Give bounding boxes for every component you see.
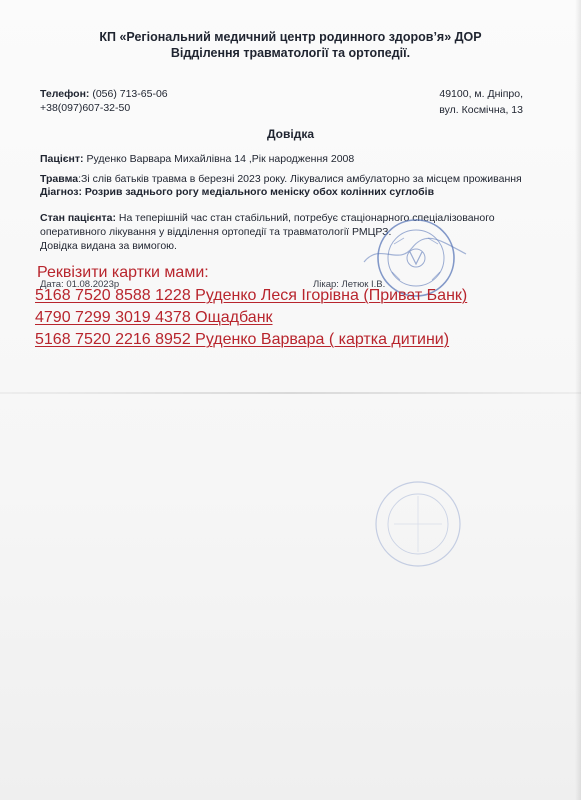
phone-label: Телефон: bbox=[40, 88, 90, 100]
condition-text-1: На теперішній час стан стабільний, потребує стаціонарного спеціалізованого bbox=[118, 212, 495, 224]
paper-edge-shadow bbox=[575, 0, 581, 800]
card-details-title: Реквізити картки мами: bbox=[37, 264, 209, 281]
condition-label: Стан пацієнта: bbox=[40, 212, 116, 224]
paper-fold bbox=[0, 392, 581, 394]
patient-line bbox=[40, 153, 354, 165]
issue-date: Дата: 01.08.2023р bbox=[40, 279, 120, 290]
trauma-label: Травма bbox=[40, 173, 79, 185]
condition-text-2: оперативного лікування у відділення ортопедії та травматології РМЦРЗ. bbox=[40, 226, 392, 238]
doctor-name: Лікар: Летюк І.В. bbox=[313, 279, 386, 290]
diagnosis-label: Діагноз: bbox=[40, 186, 82, 198]
certificate-note: Довідка видана за вимогою. bbox=[40, 240, 177, 252]
diagnosis-line bbox=[40, 186, 434, 198]
card-line-oschadbank: 4790 7299 3019 4378 Ощадбанк bbox=[35, 309, 273, 326]
address-line-1: 49100, м. Дніпро, bbox=[439, 88, 523, 100]
department-name: Відділення травматології та ортопедії. bbox=[170, 46, 411, 60]
phone-number-1: (056) 713-65-06 bbox=[92, 88, 168, 100]
reverse-stamp-imprint bbox=[372, 478, 464, 570]
phone-line-1 bbox=[40, 88, 168, 100]
trauma-value: :Зі слів батьків травма в березні 2023 року. Лікувалися амбулаторно за місцем проживання bbox=[78, 173, 522, 185]
trauma-line bbox=[40, 173, 522, 185]
patient-label: Пацієнт: bbox=[40, 153, 84, 165]
institution-name: КП «Регіональний медичний центр родинного здоров’я» ДОР bbox=[99, 30, 482, 44]
diagnosis-value: Розрив заднього рогу медіального меніску обох колінних суглобів bbox=[84, 186, 435, 198]
patient-value: Руденко Варвара Михайлівна 14 ,Рік народження 2008 bbox=[86, 153, 355, 165]
phone-number-2: +38(097)607-32-50 bbox=[40, 102, 131, 114]
address-line-2: вул. Космічна, 13 bbox=[439, 104, 523, 116]
card-line-child: 5168 7520 2216 8952 Руденко Варвара ( картка дитини) bbox=[35, 331, 450, 348]
document-title: Довідка bbox=[266, 127, 315, 141]
doctor-signature bbox=[360, 232, 470, 272]
card-line-mother-privat: 5168 7520 8588 1228 Руденко Леся Ігорівна (Приват Банк) bbox=[35, 287, 468, 304]
